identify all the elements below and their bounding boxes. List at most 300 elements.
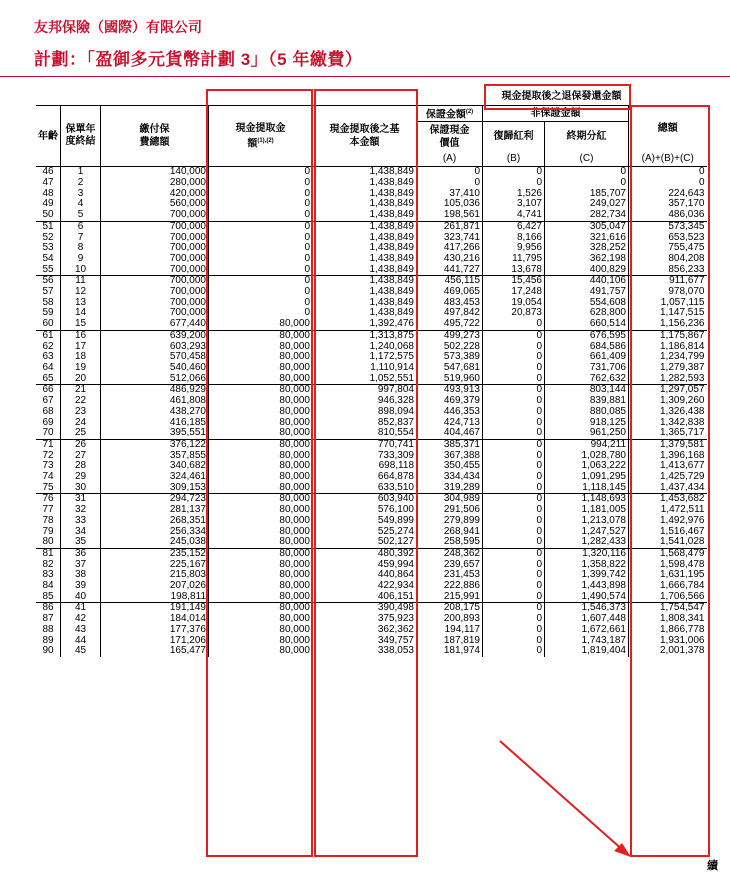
table-cell: 319,289	[417, 483, 483, 494]
table-cell: 248,362	[417, 548, 483, 559]
table-cell: 38	[61, 570, 101, 581]
header-non-guaranteed-amount: 非保證金額	[483, 106, 629, 122]
table-cell: 0	[209, 298, 313, 309]
table-cell: 1,028,780	[545, 451, 629, 462]
table-cell: 416,185	[101, 418, 209, 429]
table-cell: 0	[483, 396, 545, 407]
table-cell: 1,866,778	[629, 625, 707, 636]
table-cell: 8	[61, 243, 101, 254]
table-cell: 1,931,006	[629, 636, 707, 647]
table-cell: 80,000	[209, 385, 313, 396]
table-cell: 493,913	[417, 385, 483, 396]
table-cell: 83	[42, 569, 54, 581]
table-cell: 72	[42, 449, 54, 461]
table-cell: 18	[61, 352, 101, 363]
table-cell: 185,707	[545, 189, 629, 200]
table-cell: 64	[42, 361, 54, 373]
table-cell: 80,000	[209, 428, 313, 439]
table-cell: 261,871	[417, 221, 483, 232]
table-cell: 0	[483, 439, 545, 450]
table-cell: 1,365,717	[629, 428, 707, 439]
table-cell: 6	[61, 221, 101, 232]
table-cell: 349,757	[313, 636, 417, 647]
table-cell: 65	[42, 372, 54, 384]
table-cell: 1,425,729	[629, 472, 707, 483]
table-cell: 15	[61, 319, 101, 330]
table-cell: 0	[483, 581, 545, 592]
table-cell: 80,000	[209, 418, 313, 429]
table-cell: 36	[61, 548, 101, 559]
table-cell: 80,000	[209, 472, 313, 483]
table-cell: 664,878	[313, 472, 417, 483]
table-cell: 770,741	[313, 439, 417, 450]
table-cell: 0	[629, 178, 707, 189]
table-cell: 13,678	[483, 265, 545, 276]
table-cell: 235,152	[101, 548, 209, 559]
table-cell: 62	[42, 340, 54, 352]
table-row	[36, 265, 707, 276]
table-cell: 0	[483, 352, 545, 363]
table-cell: 11,795	[483, 254, 545, 265]
header-label-total: (A)+(B)+(C)	[629, 150, 707, 167]
table-cell: 1,819,404	[545, 646, 629, 657]
table-cell: 42	[61, 614, 101, 625]
table-cell: 282,734	[545, 210, 629, 221]
table-cell: 440,864	[313, 570, 417, 581]
table-cell: 1,438,849	[313, 298, 417, 309]
table-cell: 80,000	[209, 636, 313, 647]
table-cell: 0	[483, 178, 545, 189]
table-cell: 305,047	[545, 221, 629, 232]
table-cell: 441,727	[417, 265, 483, 276]
table-cell: 1,213,078	[545, 516, 629, 527]
header-basic-amount: 現金提取後之基本金額	[313, 106, 417, 167]
illustration-table	[36, 87, 707, 657]
table-body	[36, 167, 707, 657]
table-cell: 67	[42, 395, 54, 407]
table-cell: 5	[61, 210, 101, 221]
table-cell: 1,472,511	[629, 505, 707, 516]
table-cell: 51	[36, 221, 61, 232]
table-cell: 19	[61, 363, 101, 374]
table-cell: 560,000	[101, 199, 209, 210]
header-label-c: (C)	[545, 150, 629, 167]
table-cell: 85	[42, 590, 54, 602]
table-row	[36, 374, 707, 385]
table-cell: 177,376	[101, 625, 209, 636]
table-cell: 268,941	[417, 527, 483, 538]
table-cell: 50	[42, 209, 54, 221]
table-cell: 1,438,849	[313, 178, 417, 189]
table-cell: 1,234,799	[629, 352, 707, 363]
table-cell: 1,057,115	[629, 298, 707, 309]
table-cell: 698,118	[313, 461, 417, 472]
table-cell: 0	[209, 233, 313, 244]
table-cell: 17	[61, 342, 101, 353]
table-cell: 1,379,581	[629, 439, 707, 450]
table-cell: 0	[483, 472, 545, 483]
table-row	[36, 592, 707, 603]
table-cell: 48	[42, 187, 54, 199]
table-cell: 49	[42, 198, 54, 210]
table-cell: 39	[61, 581, 101, 592]
table-cell: 208,175	[417, 603, 483, 614]
table-cell: 0	[209, 308, 313, 319]
table-row	[36, 548, 707, 559]
table-cell: 0	[209, 287, 313, 298]
table-cell: 187,819	[417, 636, 483, 647]
table-cell: 456,115	[417, 276, 483, 287]
table-cell: 633,510	[313, 483, 417, 494]
table-cell: 804,208	[629, 254, 707, 265]
table-cell: 61	[36, 330, 61, 341]
table-cell: 512,066	[101, 374, 209, 385]
table-cell: 491,757	[545, 287, 629, 298]
table-cell: 225,167	[101, 560, 209, 571]
table-cell: 1,052,551	[313, 374, 417, 385]
table-cell: 603,293	[101, 342, 209, 353]
table-cell: 33	[61, 516, 101, 527]
table-cell: 291,506	[417, 505, 483, 516]
table-cell: 486,036	[629, 210, 707, 221]
table-cell: 47	[42, 177, 54, 189]
table-cell: 1,438,849	[313, 233, 417, 244]
table-cell: 140,000	[101, 167, 209, 178]
table-cell: 733,309	[313, 451, 417, 462]
table-cell: 19,054	[483, 298, 545, 309]
table-cell: 40	[61, 592, 101, 603]
table-cell: 961,250	[545, 428, 629, 439]
table-row	[36, 516, 707, 527]
header-label-b: (B)	[483, 150, 545, 167]
table-cell: 0	[483, 407, 545, 418]
table-cell: 55	[42, 263, 54, 275]
table-cell: 17,248	[483, 287, 545, 298]
table-cell: 224,643	[629, 189, 707, 200]
table-cell: 63	[42, 351, 54, 363]
table-cell: 323,741	[417, 233, 483, 244]
table-cell: 70	[42, 427, 54, 439]
table-cell: 499,273	[417, 330, 483, 341]
table-cell: 357,855	[101, 451, 209, 462]
table-cell: 89	[42, 634, 54, 646]
table-cell: 86	[36, 603, 61, 614]
table-cell: 6,427	[483, 221, 545, 232]
table-row	[36, 537, 707, 548]
table-cell: 280,000	[101, 178, 209, 189]
header-policy-year: 保單年度終結	[61, 106, 101, 167]
table-cell: 59	[42, 307, 54, 319]
table-cell: 1,492,976	[629, 516, 707, 527]
table-cell: 80,000	[209, 330, 313, 341]
table-cell: 0	[209, 243, 313, 254]
table-cell: 1,443,898	[545, 581, 629, 592]
table-cell: 80,000	[209, 363, 313, 374]
table-cell: 762,632	[545, 374, 629, 385]
table-cell: 1,320,116	[545, 548, 629, 559]
table-cell: 852,837	[313, 418, 417, 429]
table-cell: 80,000	[209, 396, 313, 407]
table-cell: 480,392	[313, 548, 417, 559]
table-cell: 497,842	[417, 308, 483, 319]
table-cell: 676,595	[545, 330, 629, 341]
table-cell: 3	[61, 189, 101, 200]
table-cell: 249,027	[545, 199, 629, 210]
table-cell: 268,351	[101, 516, 209, 527]
table-cell: 1,399,742	[545, 570, 629, 581]
table-cell: 28	[61, 461, 101, 472]
table-cell: 1,247,527	[545, 527, 629, 538]
table-cell: 661,409	[545, 352, 629, 363]
plan-title: 計劃：「盈御多元貨幣計劃 3」（5 年繳費）	[34, 50, 363, 69]
table-cell: 994,211	[545, 439, 629, 450]
table-cell: 82	[42, 558, 54, 570]
table-cell: 1,438,849	[313, 265, 417, 276]
table-cell: 1,754,547	[629, 603, 707, 614]
header-terminal-dividend: 終期分紅	[545, 122, 629, 151]
table-cell: 0	[209, 265, 313, 276]
table-cell: 700,000	[101, 254, 209, 265]
table-cell: 1,186,814	[629, 342, 707, 353]
table-cell: 1,110,914	[313, 363, 417, 374]
table-cell: 29	[61, 472, 101, 483]
table-cell: 73	[42, 460, 54, 472]
table-cell: 1,437,434	[629, 483, 707, 494]
table-cell: 0	[483, 428, 545, 439]
table-cell: 56	[36, 276, 61, 287]
table-cell: 87	[42, 613, 54, 625]
table-cell: 80	[42, 536, 54, 548]
table-cell: 68	[42, 405, 54, 417]
table-cell: 700,000	[101, 265, 209, 276]
table-cell: 3,107	[483, 199, 545, 210]
table-cell: 80,000	[209, 439, 313, 450]
table-cell: 0	[483, 342, 545, 353]
table-cell: 547,681	[417, 363, 483, 374]
table-cell: 1,672,661	[545, 625, 629, 636]
table-cell: 79	[42, 525, 54, 537]
table-cell: 856,233	[629, 265, 707, 276]
table-cell: 334,434	[417, 472, 483, 483]
table-cell: 700,000	[101, 308, 209, 319]
table-cell: 304,989	[417, 494, 483, 505]
table-cell: 35	[61, 537, 101, 548]
table-row	[36, 407, 707, 418]
table-cell: 27	[61, 451, 101, 462]
table-cell: 1,392,476	[313, 319, 417, 330]
table-row	[36, 439, 707, 450]
table-cell: 23	[61, 407, 101, 418]
table-cell: 256,334	[101, 527, 209, 538]
table-cell: 14	[61, 308, 101, 319]
table-cell: 424,713	[417, 418, 483, 429]
table-cell: 0	[209, 276, 313, 287]
table-cell: 1,438,849	[313, 287, 417, 298]
table-cell: 80,000	[209, 342, 313, 353]
table-cell: 198,561	[417, 210, 483, 221]
table-cell: 215,991	[417, 592, 483, 603]
table-cell: 239,657	[417, 560, 483, 571]
table-cell: 309,153	[101, 483, 209, 494]
table-cell: 328,252	[545, 243, 629, 254]
table-row	[36, 428, 707, 439]
table-cell: 469,065	[417, 287, 483, 298]
table-cell: 9,956	[483, 243, 545, 254]
table-cell: 573,389	[417, 352, 483, 363]
table-cell: 438,270	[101, 407, 209, 418]
table-cell: 603,940	[313, 494, 417, 505]
table-cell: 1,541,028	[629, 537, 707, 548]
table-cell: 0	[483, 374, 545, 385]
header-cash-withdrawal: 現金提取金額$^{(1),(2)}$	[209, 106, 313, 167]
table-cell: 80,000	[209, 646, 313, 657]
table-row	[36, 483, 707, 494]
table-cell: 78	[42, 514, 54, 526]
table-cell: 1,148,693	[545, 494, 629, 505]
table-cell: 0	[417, 167, 483, 178]
table-cell: 80,000	[209, 581, 313, 592]
table-cell: 321,616	[545, 233, 629, 244]
table-cell: 0	[483, 363, 545, 374]
table-cell: 1,438,849	[313, 189, 417, 200]
table-cell: 80,000	[209, 505, 313, 516]
table-cell: 191,149	[101, 603, 209, 614]
table-cell: 215,803	[101, 570, 209, 581]
company-name: 友邦保險（國際）有限公司	[34, 19, 202, 35]
table-cell: 880,085	[545, 407, 629, 418]
table-cell: 0	[483, 625, 545, 636]
table-cell: 755,475	[629, 243, 707, 254]
table-cell: 1,309,260	[629, 396, 707, 407]
table-cell: 461,808	[101, 396, 209, 407]
table-cell: 362,362	[313, 625, 417, 636]
table-cell: 1,175,867	[629, 330, 707, 341]
table-cell: 4	[61, 199, 101, 210]
table-cell: 700,000	[101, 233, 209, 244]
table-cell: 420,000	[101, 189, 209, 200]
table-cell: 0	[483, 461, 545, 472]
table-row	[36, 625, 707, 636]
table-cell: 57	[42, 286, 54, 298]
table-cell: 0	[483, 592, 545, 603]
table-cell: 1,063,222	[545, 461, 629, 472]
table-cell: 810,554	[313, 428, 417, 439]
table-cell: 0	[209, 221, 313, 232]
table-cell: 1,546,373	[545, 603, 629, 614]
table-cell: 0	[483, 636, 545, 647]
table-cell: 231,453	[417, 570, 483, 581]
table-cell: 1,607,448	[545, 614, 629, 625]
table-cell: 45	[61, 646, 101, 657]
table-cell: 0	[483, 385, 545, 396]
table-cell: 1,156,236	[629, 319, 707, 330]
table-cell: 1,342,838	[629, 418, 707, 429]
table-cell: 1,490,574	[545, 592, 629, 603]
table-cell: 700,000	[101, 221, 209, 232]
table-cell: 1,743,187	[545, 636, 629, 647]
table-cell: 8,166	[483, 233, 545, 244]
table-cell: 77	[42, 504, 54, 516]
table-cell: 1,598,478	[629, 560, 707, 571]
table-cell: 1,438,849	[313, 276, 417, 287]
table-cell: 367,388	[417, 451, 483, 462]
table-cell: 198,811	[101, 592, 209, 603]
table-cell: 0	[483, 330, 545, 341]
table-cell: 44	[61, 636, 101, 647]
table-cell: 700,000	[101, 210, 209, 221]
table-cell: 80,000	[209, 527, 313, 538]
table-cell: 997,804	[313, 385, 417, 396]
table-cell: 37	[61, 560, 101, 571]
table-cell: 53	[42, 242, 54, 254]
table-cell: 1,118,145	[545, 483, 629, 494]
table-cell: 80,000	[209, 407, 313, 418]
table-cell: 1,706,566	[629, 592, 707, 603]
table-cell: 16	[61, 330, 101, 341]
table-cell: 677,440	[101, 319, 209, 330]
table-cell: 80,000	[209, 603, 313, 614]
table-cell: 700,000	[101, 243, 209, 254]
table-cell: 194,117	[417, 625, 483, 636]
table-cell: 84	[42, 580, 54, 592]
table-cell: 911,677	[629, 276, 707, 287]
table-cell: 406,151	[313, 592, 417, 603]
table-cell: 0	[483, 494, 545, 505]
table-cell: 1,279,387	[629, 363, 707, 374]
table-cell: 1,413,677	[629, 461, 707, 472]
table-cell: 12	[61, 287, 101, 298]
table-cell: 80,000	[209, 537, 313, 548]
table-cell: 898,094	[313, 407, 417, 418]
table-cell: 839,881	[545, 396, 629, 407]
table-cell: 404,467	[417, 428, 483, 439]
table-cell: 362,198	[545, 254, 629, 265]
table-cell: 0	[483, 505, 545, 516]
table-cell: 1,282,593	[629, 374, 707, 385]
table-cell: 1,396,168	[629, 451, 707, 462]
table-cell: 1,453,682	[629, 494, 707, 505]
table-cell: 0	[209, 189, 313, 200]
table-cell: 0	[209, 199, 313, 210]
table-cell: 80,000	[209, 548, 313, 559]
table-cell: 171,206	[101, 636, 209, 647]
table-cell: 181,974	[417, 646, 483, 657]
table-cell: 660,514	[545, 319, 629, 330]
table-cell: 0	[483, 646, 545, 657]
table-cell: 294,723	[101, 494, 209, 505]
table-cell: 52	[42, 231, 54, 243]
table-cell: 34	[61, 527, 101, 538]
table-cell: 58	[42, 296, 54, 308]
table-row	[36, 319, 707, 330]
continued-marker: 續	[707, 860, 718, 872]
table-cell: 105,036	[417, 199, 483, 210]
table-cell: 375,923	[313, 614, 417, 625]
table-cell: 24	[61, 418, 101, 429]
table-cell: 350,455	[417, 461, 483, 472]
table-cell: 165,477	[101, 646, 209, 657]
table-cell: 0	[483, 603, 545, 614]
table-cell: 31	[61, 494, 101, 505]
table-cell: 395,551	[101, 428, 209, 439]
table-cell: 1,438,849	[313, 167, 417, 178]
table-cell: 80,000	[209, 352, 313, 363]
table-cell: 74	[42, 471, 54, 483]
table-cell: 1,172,575	[313, 352, 417, 363]
table-cell: 483,453	[417, 298, 483, 309]
table-cell: 0	[483, 537, 545, 548]
table-cell: 731,706	[545, 363, 629, 374]
